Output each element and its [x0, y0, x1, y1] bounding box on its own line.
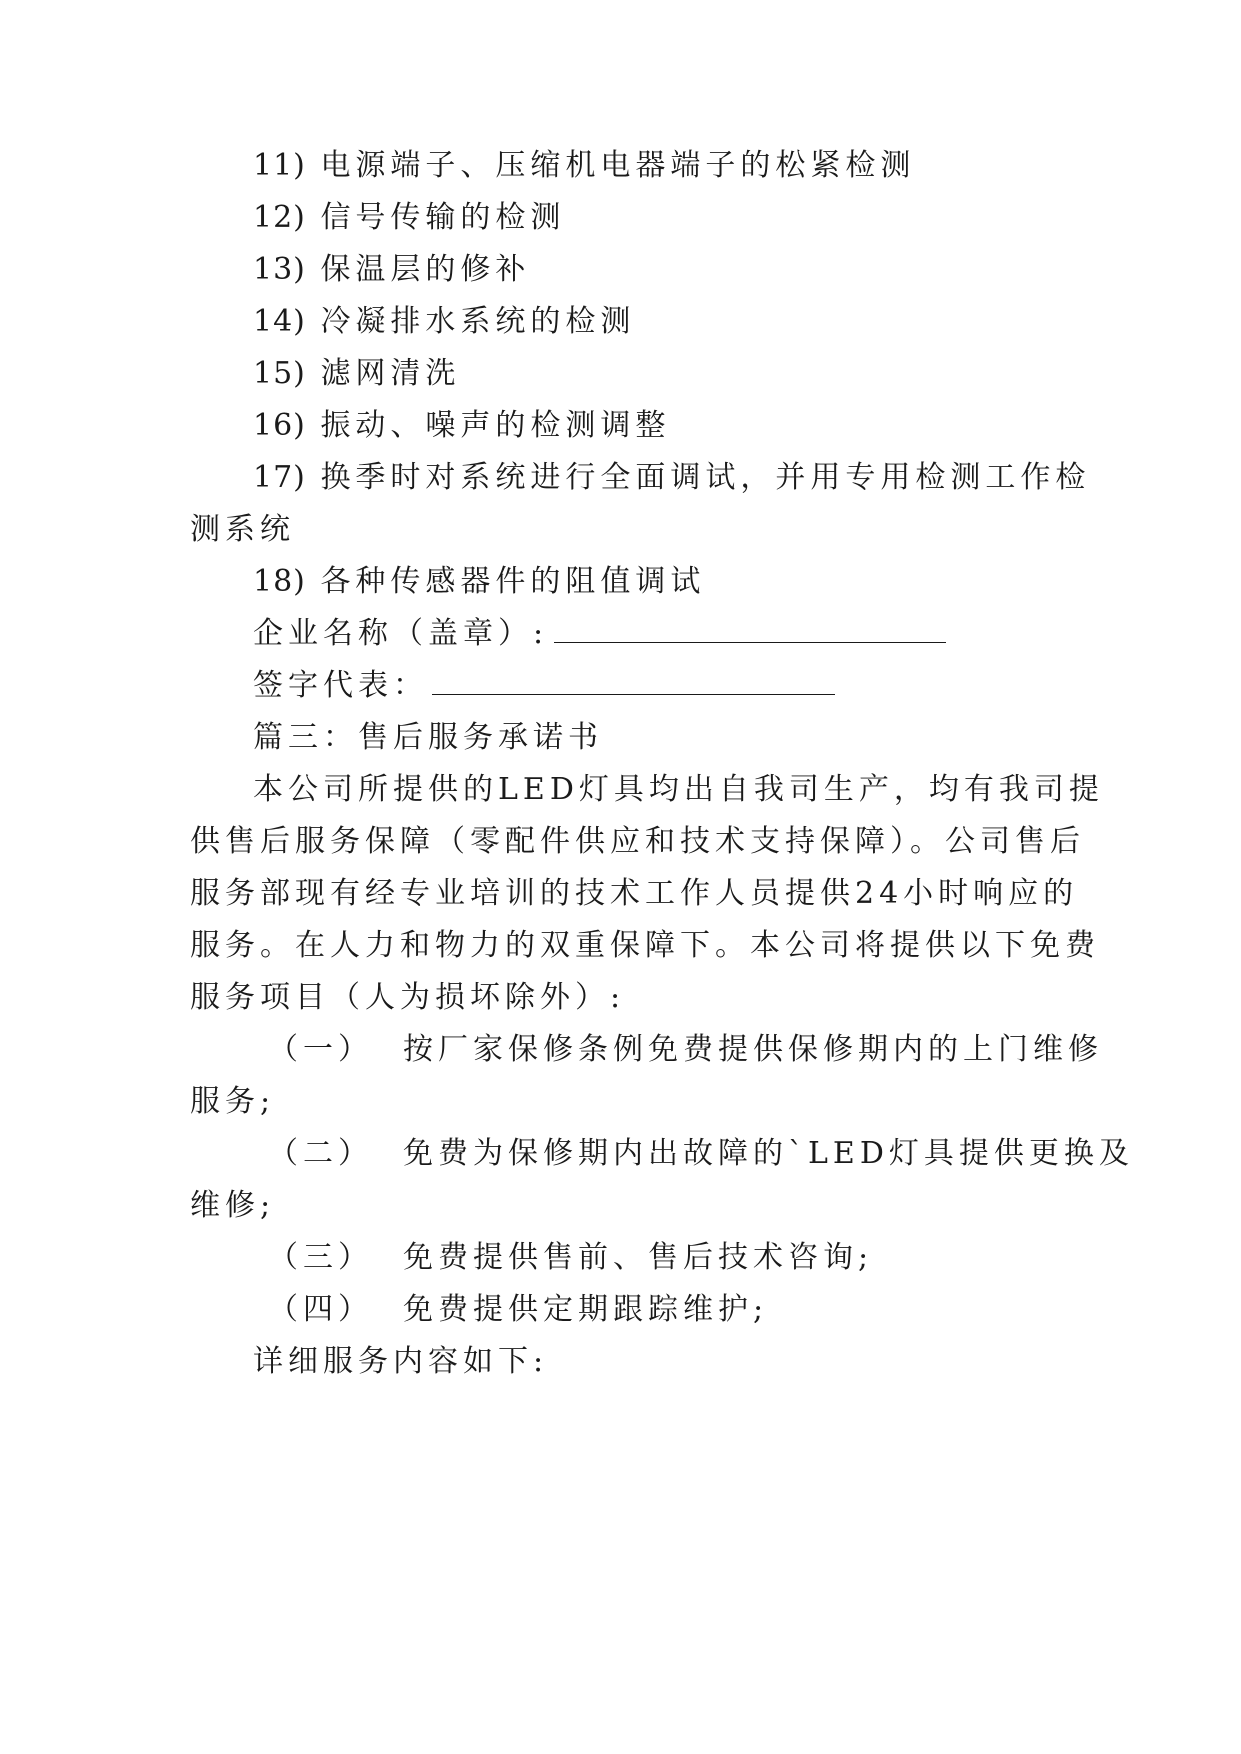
intro-paragraph-line: 服务项目（人为损坏除外）:: [190, 980, 626, 1015]
signature-blank: [432, 672, 835, 695]
signature-label: 签字代表：: [253, 668, 428, 703]
list-item: 12) 信号传输的检测: [253, 200, 566, 235]
company-name-field: [253, 614, 946, 654]
list-item-continuation: 测系统: [190, 512, 295, 547]
service-item: （四） 免费提供定期跟踪维护;: [268, 1292, 769, 1327]
service-item: （二） 免费为保修期内出故障的`LED灯具提供更换及: [268, 1136, 1134, 1171]
list-item: 18) 各种传感器件的阻值调试: [253, 564, 706, 599]
intro-paragraph-line: 服务部现有经专业培训的技术工作人员提供24小时响应的: [190, 876, 1079, 911]
list-item: 15) 滤网清洗: [253, 356, 461, 391]
list-item: 14) 冷凝排水系统的检测: [253, 304, 636, 339]
company-name-blank: [554, 620, 946, 643]
list-item: 11) 电源端子、压缩机电器端子的松紧检测: [253, 148, 916, 183]
section-title: 篇三：售后服务承诺书: [253, 720, 603, 755]
list-item: 13) 保温层的修补: [253, 252, 531, 287]
signature-field: [253, 666, 835, 706]
service-item: （一） 按厂家保修条例免费提供保修期内的上门维修: [268, 1032, 1103, 1067]
service-item-continuation: 服务;: [190, 1084, 276, 1119]
company-name-label: 企业名称（盖章）:: [253, 616, 549, 651]
closing-line: 详细服务内容如下:: [253, 1344, 549, 1379]
intro-paragraph-line: 本公司所提供的LED灯具均出自我司生产，均有我司提: [253, 772, 1104, 807]
list-item: 16) 振动、噪声的检测调整: [253, 408, 671, 443]
service-item: （三） 免费提供售前、售后技术咨询;: [268, 1240, 874, 1275]
intro-paragraph-line: 供售后服务保障（零配件供应和技术支持保障）。公司售后: [190, 824, 1085, 859]
list-item: 17) 换季时对系统进行全面调试，并用专用检测工作检: [253, 460, 1091, 495]
service-item-continuation: 维修;: [190, 1188, 276, 1223]
intro-paragraph-line: 服务。在人力和物力的双重保障下。本公司将提供以下免费: [190, 928, 1100, 963]
